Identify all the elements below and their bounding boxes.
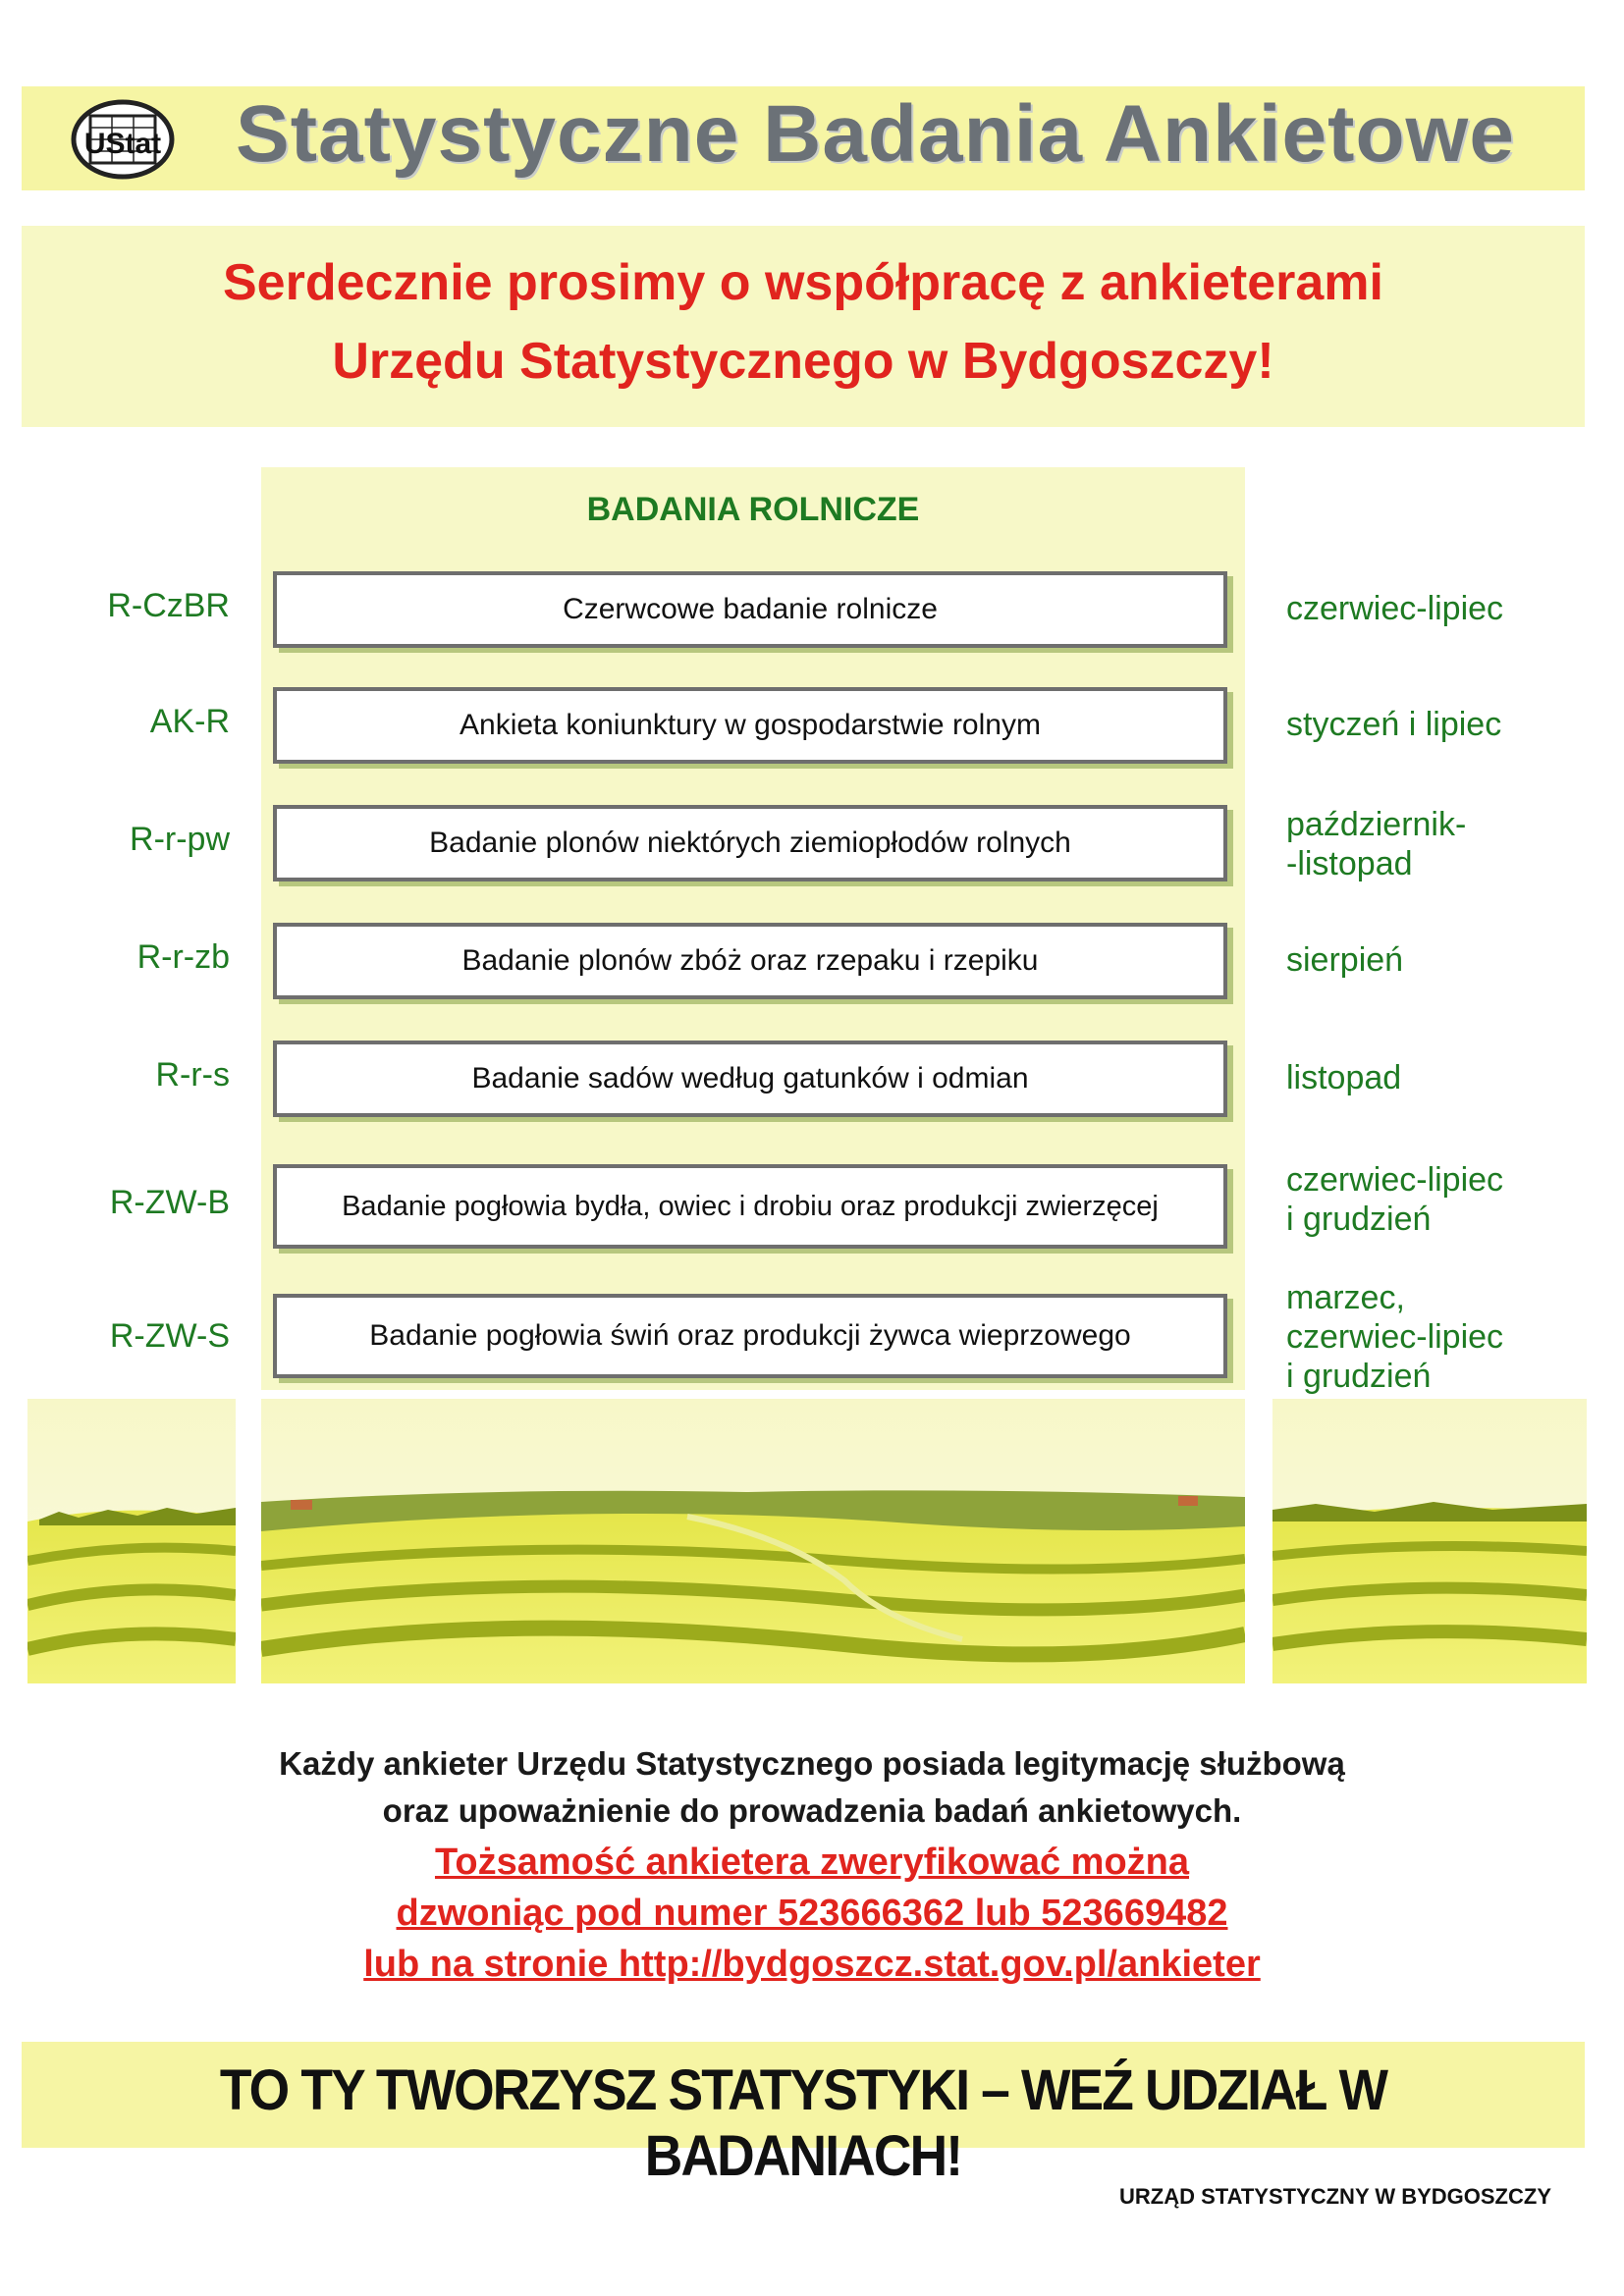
verify-link[interactable]: lub na stronie http://bydgoszcz.stat.gov.pl/ankieter: [363, 1944, 1261, 1985]
page-title: Statystyczne Badania Ankietowe: [236, 89, 1515, 179]
survey-period: [1286, 1160, 1610, 1239]
field-landscape-illustration: [0, 1394, 1624, 1688]
survey-code: R-r-s: [155, 1056, 230, 1094]
survey-code: R-r-zb: [136, 938, 230, 976]
footer-office-name: URZĄD STATYSTYCZNY W BYDGOSZCZY: [1119, 2184, 1551, 2209]
landscape-right: [1272, 1399, 1587, 1683]
survey-period: [1286, 1058, 1610, 1097]
survey-name-box: Czerwcowe badanie rolnicze: [273, 571, 1227, 648]
ustat-logo: [71, 98, 175, 181]
period-line: czerwiec-lipiec: [1286, 590, 1504, 627]
landscape-center: [261, 1399, 1245, 1683]
survey-period: [1286, 705, 1610, 744]
survey-name-box: Badanie pogłowia świń oraz produkcji żywca wieprzowego: [273, 1294, 1227, 1378]
info-line-1: Każdy ankieter Urzędu Statystycznego posiada legitymację służbową: [279, 1745, 1345, 1782]
logo-text: UStat: [83, 128, 162, 160]
survey-name-box: Badanie plonów zbóż oraz rzepaku i rzepiku: [273, 923, 1227, 999]
survey-period: [1286, 805, 1610, 883]
period-line: listopad: [1286, 1059, 1402, 1096]
period-line: i grudzień: [1286, 1201, 1432, 1238]
survey-code: AK-R: [149, 703, 230, 740]
section-title: BADANIA ROLNICZE: [586, 491, 920, 528]
appeal-line-2: Urzędu Statystycznego w Bydgoszczy!: [332, 333, 1274, 390]
verify-line-2[interactable]: dzwoniąc pod numer 523666362 lub 523669482: [396, 1893, 1228, 1934]
period-line: czerwiec-lipiec: [1286, 1318, 1504, 1356]
survey-code: R-ZW-S: [109, 1317, 230, 1355]
survey-code: R-r-pw: [130, 821, 230, 858]
landscape-left: [27, 1399, 236, 1683]
survey-name-box: Badanie plonów niektórych ziemiopłodów rolnych: [273, 805, 1227, 881]
period-line: sierpień: [1286, 941, 1404, 979]
appeal-line-1: Serdecznie prosimy o współpracę z ankieterami: [222, 254, 1383, 311]
info-line-2: oraz upoważnienie do prowadzenia badań ankietowych.: [382, 1792, 1242, 1829]
verify-line-1: Tożsamość ankietera zweryfikować można: [434, 1842, 1190, 1883]
period-line: i grudzień: [1286, 1358, 1432, 1395]
survey-period: [1286, 940, 1610, 980]
survey-period: [1286, 589, 1610, 628]
period-line: październik-: [1286, 806, 1467, 843]
survey-name-box: Ankieta koniunktury w gospodarstwie rolnym: [273, 687, 1227, 764]
survey-code: R-ZW-B: [109, 1184, 230, 1221]
period-line: -listopad: [1286, 845, 1413, 882]
period-line: styczeń i lipiec: [1286, 706, 1502, 743]
appeal-band: [22, 226, 1585, 427]
survey-code: R-CzBR: [107, 587, 230, 624]
slogan: TO TY TWORZYSZ STATYSTYKI – WEŹ UDZIAŁ W BADANIACH!: [219, 2058, 1387, 2188]
survey-name-box: Badanie sadów według gatunków i odmian: [273, 1041, 1227, 1117]
survey-name-box: Badanie pogłowia bydła, owiec i drobiu oraz produkcji zwierzęcej: [273, 1164, 1227, 1249]
survey-period: [1286, 1278, 1610, 1396]
period-line: marzec,: [1286, 1279, 1405, 1316]
period-line: czerwiec-lipiec: [1286, 1161, 1504, 1199]
